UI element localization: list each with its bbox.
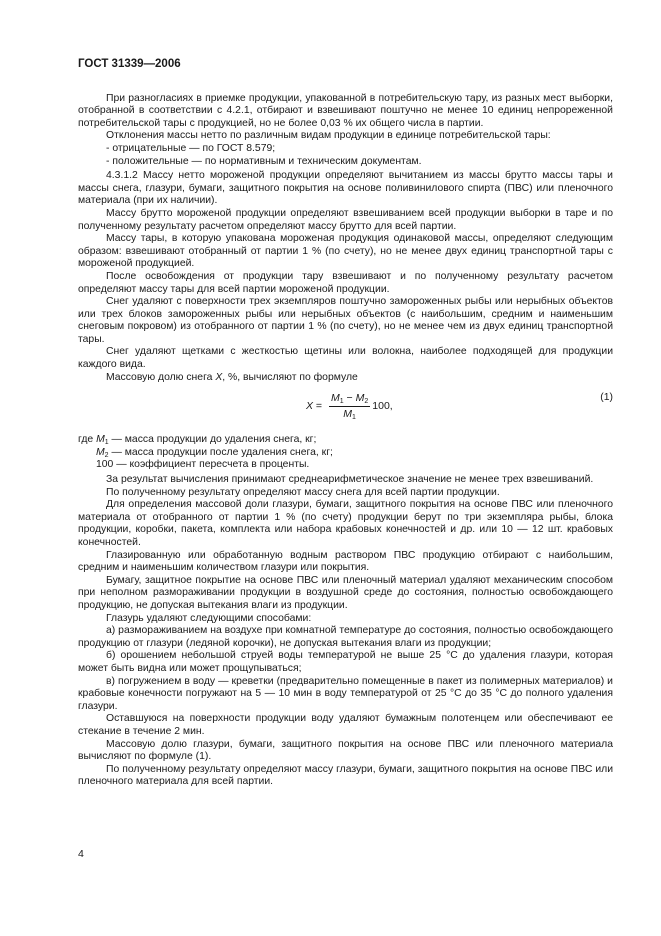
var-m: M <box>330 392 340 405</box>
text: , %, вычисляют по формуле <box>222 371 358 383</box>
text: где <box>78 434 97 446</box>
var-m: M <box>355 392 365 405</box>
legend-line: 100 — коэффициент пересчета в проценты. <box>96 459 310 471</box>
formula-tail: 100, <box>372 400 393 413</box>
paragraph: Глазурь удаляют следующими способами: <box>106 612 312 624</box>
formula-lhs: X <box>306 400 314 413</box>
paragraph: По полученному результату определяют массу снега для всей партии продукции. <box>106 486 500 498</box>
formula-equals: = <box>313 400 325 413</box>
list-item: - отрицательные — по ГОСТ 8.579; <box>106 142 276 154</box>
formula-block <box>78 390 613 426</box>
subscript: 1 <box>352 413 356 421</box>
paragraph: Массу брутто мороженой продукции определяют взвешиванием всей продукции выборки в таре и по полученному результату расчетом определяют массу брутто для всей партии. <box>78 207 613 232</box>
text: Массовую долю снега <box>106 371 216 383</box>
paragraph: Массовую долю глазури, бумаги, защитного покрытия на основе ПВС или пленочного материала вычисляют по формуле (1). <box>78 738 613 763</box>
list-item: в) погружением в воду — креветки (предварительно помещенные в пакет из полимерных материалов) и крабовые конечности погружают на 5 — 10 мин в воду температурой от 25 °С до 35 °С до полного удаления глазури. <box>78 675 613 712</box>
formula-fraction <box>329 392 370 420</box>
var-m: M <box>96 446 105 458</box>
paragraph: За результат вычисления принимают среднеарифметическое значение не менее трех взвешиваний. <box>106 474 594 486</box>
document-header: ГОСТ 31339—2006 <box>78 58 181 70</box>
subscript: 2 <box>364 398 369 406</box>
list-item: а) размораживанием на воздухе при комнатной температуре до состояния, полностью освобождающего продукцию от глазури (ледяной корочки), не допуская вытекания влаги из продукции; <box>78 625 613 649</box>
minus: − <box>343 392 356 405</box>
paragraph: Глазированную или обработанную водным раствором ПВС продукцию отбирают с наибольшим, средним и наименьшим количеством глазури или покрытия. <box>78 549 613 574</box>
paragraph: Отклонения массы нетто по различным видам продукции в единице потребительской тары: <box>106 130 551 142</box>
formula-legend <box>78 434 613 472</box>
paragraph: Оставшуюся на поверхности продукции воду удаляют бумажным полотенцем или обеспечивают ее стекание в течение 2 мин. <box>78 713 613 737</box>
paragraph <box>78 372 613 385</box>
paragraph: По полученному результату определяют массу глазури, бумаги, защитного покрытия на основе ПВС или пленочного материала для всей партии. <box>78 763 613 788</box>
text: — масса продукции до удаления снега, кг; <box>108 434 317 446</box>
formula <box>306 392 393 420</box>
var-m: M <box>96 434 105 446</box>
formula-denominator <box>343 407 356 421</box>
formula-numerator <box>329 392 370 407</box>
paragraph: Снег удаляют щетками с жесткостью щетины или волокна, наиболее подходящей для продукции каждого вида. <box>78 346 613 371</box>
subscript: 1 <box>339 398 344 406</box>
subscript: 1 <box>104 439 109 447</box>
equation-number: (1) <box>600 392 613 404</box>
variable: X <box>215 371 223 383</box>
paragraph: При разногласиях в приемке продукции, упакованной в потребительскую тару, из разных мест выборки, отобранной в соответствии с 4.2.1, отбирают и взвешивают поштучно не менее 10 единиц непрореженной потребительской тары с продукцией, но не более 0,03 % их общего числа в партии. <box>78 92 613 129</box>
legend-line <box>78 434 613 447</box>
page-number: 4 <box>78 848 84 860</box>
list-item: - положительные — по нормативным и техническим документам. <box>106 155 422 167</box>
paragraph: После освобождения от продукции тару взвешивают и по полученному результату расчетом определяют массу тары для всей партии мороженой продукции. <box>78 270 613 295</box>
paragraph: Снег удаляют с поверхности трех экземпляров поштучно замороженных рыбы или нерыбных объектов или трех блоков замороженных рыбы или нерыбных объектов (с наибольшим, средним и наименьшим снеговым покровом) из отобранного от партии 1 % (по счету), но не менее чем из двух единиц транспортной тары. <box>78 296 613 345</box>
legend-line <box>78 447 613 460</box>
paragraph: Для определения массовой доли глазури, бумаги, защитного покрытия на основе ПВС или пленочного материала от отобранного от партии 1 % (по счету) продукции берут по три экземпляра рыбы, блока продукции, коробки, пакета, комплекта или набора крабовых конечностей и др. или 10 — 12 шт. крабовых конечностей. <box>78 499 613 548</box>
paragraph: Массу тары, в которую упакована мороженая продукция одинаковой массы, определяют следующим образом: взвешивают отобранный от партии 1 % (по счету), но не менее двух единиц транспортной тары с мороженой продукцией. <box>78 233 613 270</box>
subscript: 2 <box>104 451 109 459</box>
paragraph: Бумагу, защитное покрытие на основе ПВС или пленочный материал удаляют механическим способом при неполном размораживании продукции в воздушной среде до состояния, полностью освобождающего продукцию, не допуская вытекания влаги из продукции. <box>78 574 613 611</box>
list-item: б) орошением небольшой струей воды температурой не выше 25 °С до удаления глазури, которая может быть видна или может прощупываться; <box>78 650 613 674</box>
var-m: M <box>343 407 353 420</box>
section-paragraph: 4.3.1.2 Массу нетто мороженой продукции определяют вычитанием из массы брутто массы тары и массы снега, глазури, бумаги, защитного покрытия на основе поливинилового спирта (ПВС) или пленочного материала (при их наличии). <box>78 170 613 207</box>
text: — масса продукции после удаления снега, кг; <box>108 446 333 458</box>
